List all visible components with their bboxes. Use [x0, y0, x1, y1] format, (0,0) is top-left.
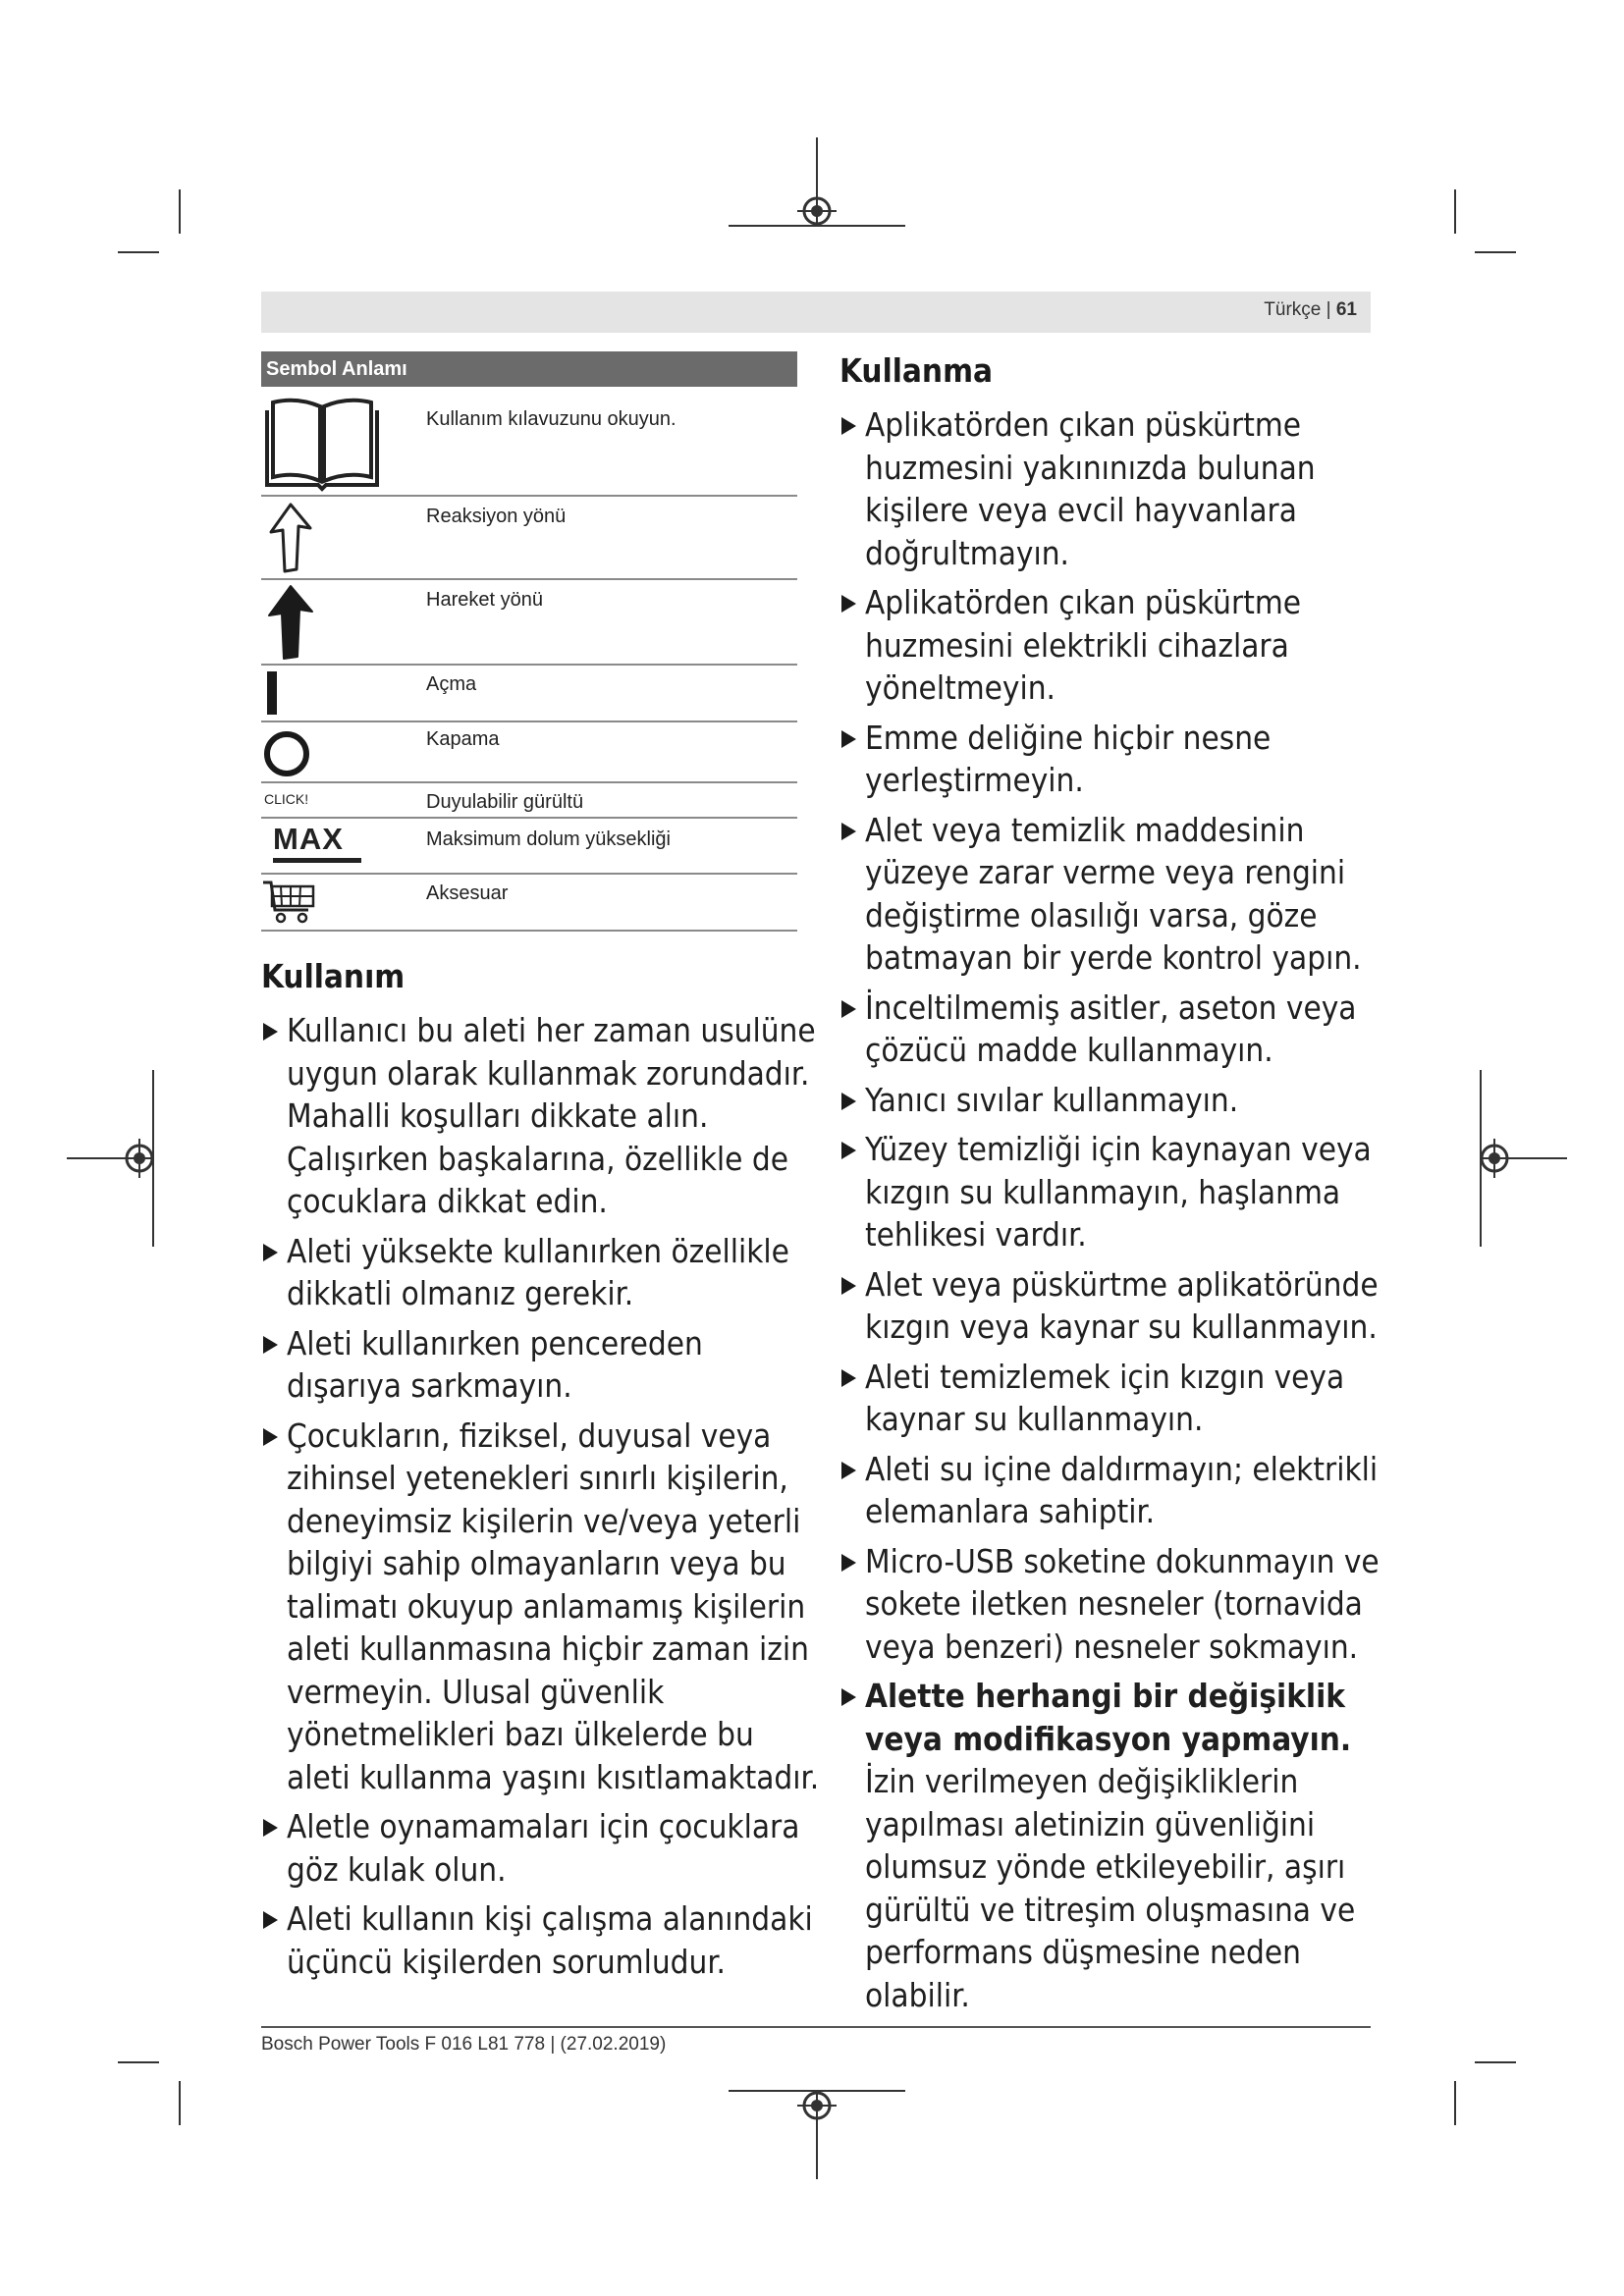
- list-item-text: Aleti temizlemek için kızgın veya kaynar su kullanmayın.: [865, 1357, 1345, 1438]
- list-item-text: Yüzey temizliği için kaynayan veya kızgın su kullanmayın, haşlanma tehlikesi vardır.: [865, 1130, 1372, 1254]
- list-item-text: Aplikatörden çıkan püskürtme huzmesini elektrikli cihazlara yöneltmeyin.: [865, 583, 1302, 707]
- max-level-line: [273, 858, 361, 863]
- symbol-row: [261, 666, 797, 722]
- usage-list: [261, 1009, 821, 1983]
- list-item: [261, 1009, 821, 1223]
- crop-mark: [179, 189, 181, 234]
- crop-mark: [1475, 251, 1516, 253]
- crop-mark: [118, 2061, 159, 2063]
- section-title: Kullanım: [261, 957, 406, 995]
- list-item-bold-text: Alette herhangi bir değişiklik veya modifikasyon yapmayın.: [865, 1677, 1352, 1758]
- registration-mark-left: [67, 1070, 165, 1247]
- list-item-text: Yanıcı sıvılar kullanmayın.: [865, 1080, 1239, 1119]
- power-off-icon: [261, 722, 320, 781]
- symbol-description: Reaksiyon yönü: [426, 506, 567, 527]
- symbol-description: Kapama: [426, 728, 500, 750]
- symbol-row: [261, 783, 797, 819]
- max-level-icon: [273, 823, 361, 863]
- list-item: [261, 1230, 821, 1315]
- list-item: [839, 809, 1389, 980]
- crop-mark: [1454, 2081, 1456, 2125]
- bullet-triangle-icon: [841, 1277, 856, 1295]
- bullet-triangle-icon: [263, 1244, 278, 1261]
- list-item-text: Çocukların, fiziksel, duyusal veya zihinsel yetenekleri sınırlı kişilerin, deneyimsiz kişilerin ve/veya yeterli bilgiyi sahip olmayanların veya bu talimatı okuyup anlamamış kişilerin aleti kullanmasına hiçbir zaman izin vermeyin. Ulusal güvenlik yönetmelikleri bazı ülkelerde bu aleti kullanma yaşını kısıtlamaktadır.: [287, 1415, 820, 1796]
- symbol-row: [261, 722, 797, 783]
- list-item: [839, 1128, 1389, 1256]
- list-item: [839, 1675, 1389, 2016]
- symbol-description: Duyulabilir gürültü: [426, 791, 584, 813]
- bullet-triangle-icon: [841, 1688, 856, 1706]
- bullet-triangle-icon: [263, 1336, 278, 1354]
- bullet-triangle-icon: [263, 1428, 278, 1446]
- symbol-description: Maksimum dolum yüksekliği: [426, 828, 671, 850]
- section-operation: [839, 351, 1389, 2023]
- section-usage: [261, 957, 821, 1990]
- bullet-triangle-icon: [841, 823, 856, 840]
- list-item: [839, 987, 1389, 1072]
- bullet-triangle-icon: [841, 1554, 856, 1572]
- list-item-text: İzin verilmeyen değişikliklerin yapılması aletinizin güvenliğini olumsuz yönde etkileyebilir, aşırı gürültü ve titreşim oluşmasına ve performans düşmesine neden olabilir.: [865, 1762, 1356, 2014]
- list-item: [839, 581, 1389, 710]
- list-item-text: Alet veya temizlik maddesinin yüzeye zarar verme veya rengini değiştirme olasılığı varsa, göze batmayan bir yerde kontrol yapın.: [865, 810, 1362, 977]
- bullet-triangle-icon: [841, 1000, 856, 1018]
- list-item-text: Aletle oynamamaları için çocuklara göz kulak olun.: [287, 1807, 800, 1889]
- list-item: [839, 1540, 1389, 1669]
- list-item-text: Alet veya püskürtme aplikatöründe kızgın veya kaynar su kullanmayın.: [865, 1264, 1379, 1346]
- crop-mark: [1475, 2061, 1516, 2063]
- symbol-table-header: Sembol Anlamı: [261, 351, 797, 387]
- symbol-description: Kullanım kılavuzunu okuyun.: [426, 408, 677, 430]
- bullet-triangle-icon: [841, 730, 856, 748]
- symbol-description: Hareket yönü: [426, 589, 543, 611]
- bullet-triangle-icon: [841, 1093, 856, 1110]
- registration-mark-right: [1469, 1070, 1567, 1247]
- list-item-text: Aleti kullanın kişi çalışma alanındaki üçüncü kişilerden sorumludur.: [287, 1899, 813, 1981]
- registration-mark-top: [729, 137, 905, 245]
- list-item-text: Emme deliğine hiçbir nesne yerleştirmeyin.: [865, 718, 1272, 799]
- list-item-text: Kullanıcı bu aleti her zaman usulüne uygun olarak kullanmak zorundadır. Mahalli koşulları dikkate alın. Çalışırken başkalarına, özellikle de çocuklara dikkat edin.: [287, 1011, 816, 1220]
- symbol-row: [261, 387, 797, 497]
- list-item: [839, 717, 1389, 802]
- bullet-triangle-icon: [841, 595, 856, 613]
- power-on-icon: [261, 666, 300, 721]
- page-header: [261, 292, 1371, 333]
- list-item: [839, 1079, 1389, 1122]
- symbol-table: [261, 351, 797, 932]
- symbol-description: Açma: [426, 673, 477, 695]
- list-item: [261, 1897, 821, 1983]
- symbol-row: [261, 819, 797, 875]
- cart-icon: [261, 875, 320, 930]
- click-icon: CLICK!: [264, 791, 309, 807]
- crop-mark: [1454, 189, 1456, 234]
- list-item-text: Aleti su içine daldırmayın; elektrikli elemanlara sahiptir.: [865, 1449, 1379, 1530]
- crop-mark: [118, 251, 159, 253]
- footer-divider: [261, 2026, 1371, 2028]
- list-item-text: Aleti kullanırken pencereden dışarıya sarkmayın.: [287, 1323, 703, 1405]
- header-language: Türkçe: [1264, 299, 1322, 320]
- list-item-text: Aplikatörden çıkan püskürtme huzmesini yakınınızda bulunan kişilere veya evcil hayvanlara doğrultmayın.: [865, 405, 1316, 572]
- header-text: [1264, 299, 1357, 321]
- symbol-description: Aksesuar: [426, 882, 509, 904]
- movement-arrow-icon: [261, 580, 320, 664]
- list-item: [261, 1415, 821, 1799]
- reaction-arrow-icon: [261, 497, 320, 578]
- list-item: [839, 1356, 1389, 1441]
- header-separator: |: [1326, 299, 1331, 320]
- bullet-triangle-icon: [841, 1142, 856, 1159]
- list-item-text: Aleti yüksekte kullanırken özellikle dikkatli olmanız gerekir.: [287, 1231, 789, 1312]
- list-item-text: İnceltilmemiş asitler, aseton veya çözücü madde kullanmayın.: [865, 988, 1357, 1069]
- section-title: Kullanma: [839, 351, 994, 390]
- registration-mark-bottom: [729, 2071, 905, 2179]
- list-item-text: Micro-USB soketine dokunmayın ve sokete iletken nesneler (tornavida veya benzeri) nesneler sokmayın.: [865, 1541, 1380, 1666]
- bullet-triangle-icon: [263, 1023, 278, 1041]
- symbol-row: [261, 497, 797, 580]
- list-item: [261, 1805, 821, 1891]
- symbol-row: [261, 875, 797, 932]
- list-item: [839, 1448, 1389, 1533]
- list-item: [839, 1263, 1389, 1349]
- symbol-row: [261, 580, 797, 666]
- footer-text: Bosch Power Tools F 016 L81 778 | (27.02.2019): [261, 2034, 667, 2055]
- crop-mark: [179, 2081, 181, 2125]
- list-item: [261, 1322, 821, 1408]
- operation-list: [839, 403, 1389, 2016]
- page-number: 61: [1335, 299, 1357, 320]
- bullet-triangle-icon: [263, 1911, 278, 1929]
- bullet-triangle-icon: [841, 417, 856, 435]
- max-label: MAX: [273, 822, 344, 856]
- bullet-triangle-icon: [841, 1369, 856, 1387]
- list-item: [839, 403, 1389, 574]
- bullet-triangle-icon: [263, 1819, 278, 1837]
- bullet-triangle-icon: [841, 1462, 856, 1479]
- manual-book-icon: [261, 387, 383, 495]
